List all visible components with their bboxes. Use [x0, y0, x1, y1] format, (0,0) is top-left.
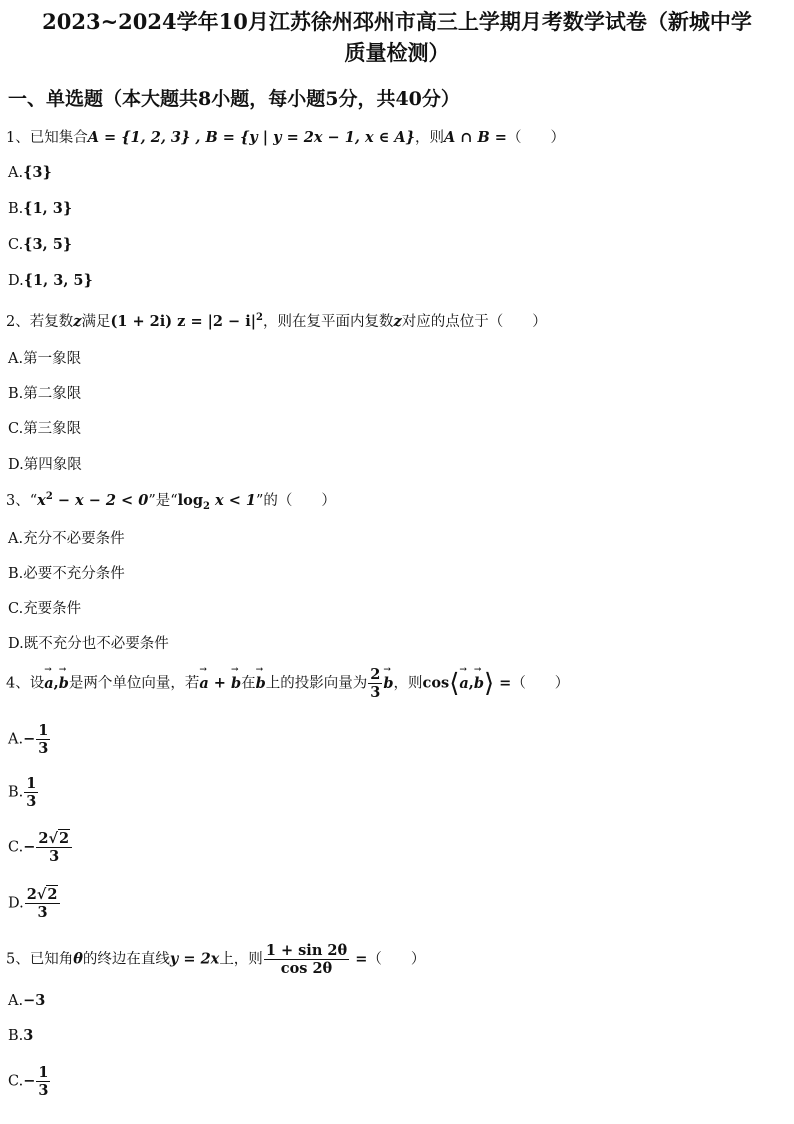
numerator: 1 + sin 2θ	[265, 942, 348, 959]
option-c	[8, 236, 72, 253]
fraction	[24, 775, 38, 810]
math-variable: z	[73, 313, 82, 330]
question-text: 设	[29, 675, 45, 692]
option-label: A.	[8, 351, 24, 367]
vector-b: → b	[383, 675, 393, 692]
math-expression: A = {1, 2, 3} , B = {y | y = 2x − 1, x ∈ A}	[87, 129, 415, 146]
option-label: B.	[8, 386, 24, 402]
option-label: C.	[8, 237, 24, 253]
fraction	[36, 722, 50, 757]
question-text: 上的投影向量为	[265, 675, 368, 692]
question-text: 在	[241, 675, 256, 692]
math-expression: (1 + 2i) z = |2 − i|	[110, 313, 257, 330]
vector-a: → a	[44, 675, 53, 692]
option-label: B.	[8, 566, 24, 582]
title-line-1: 2023~2024学年10月江苏徐州邳州市高三上学期月考数学试卷（新城中学	[42, 9, 752, 34]
vector-b: → b	[59, 675, 69, 692]
equals-sign: =	[350, 950, 368, 968]
numerator: 2√2	[25, 886, 61, 904]
answer-bracket: （ ）	[506, 130, 565, 146]
cos-function: cos	[422, 674, 450, 692]
option-text: {1, 3}	[23, 200, 73, 217]
option-text: −3	[23, 992, 46, 1009]
denominator: cos 2θ	[280, 960, 333, 977]
fraction	[264, 942, 349, 977]
question-text: ，则	[393, 675, 423, 692]
question-text: ，则	[415, 130, 444, 146]
question-text: 上，则	[219, 951, 263, 968]
math-expression: y = 2x	[169, 950, 220, 968]
coefficient: 2	[26, 886, 37, 903]
angle-bracket-left: ⟨	[449, 668, 460, 699]
option-label: D.	[8, 457, 24, 473]
section-heading: 一、单选题（本大题共8小题，每小题5分，共40分）	[8, 88, 460, 110]
vector-a: → a	[459, 675, 468, 692]
denominator: 3	[370, 684, 381, 701]
denominator: 3	[38, 740, 49, 757]
vector-b: → b	[256, 675, 266, 692]
radicand: 2	[58, 830, 70, 847]
angle-bracket-right: ⟩	[483, 668, 495, 699]
option-d	[8, 886, 61, 921]
option-text: 第三象限	[23, 421, 82, 437]
answer-bracket: （ ）	[488, 314, 547, 330]
quote-mark: “	[29, 493, 38, 509]
option-a	[8, 722, 51, 757]
math-expression: A ∩ B =	[444, 129, 507, 146]
option-label: C.	[8, 839, 24, 856]
option-label: A.	[8, 731, 24, 748]
option-c	[8, 830, 73, 865]
option-a	[8, 347, 81, 368]
fraction	[368, 666, 382, 701]
numerator: 1	[38, 722, 49, 739]
coefficient: 2	[38, 830, 49, 847]
option-text: 充分不必要条件	[23, 531, 125, 547]
option-label: B.	[8, 1028, 24, 1044]
option-c	[8, 417, 81, 438]
option-b	[8, 200, 72, 217]
log-function: log	[177, 492, 203, 509]
numerator: 1	[26, 775, 37, 792]
option-text: 充要条件	[23, 601, 82, 617]
math-variable: θ	[73, 950, 83, 968]
sign: −	[23, 838, 36, 856]
question-text: 已知集合	[29, 130, 88, 146]
math-expression: x < 1	[209, 492, 256, 509]
option-d	[8, 632, 169, 653]
option-text: 第一象限	[23, 351, 82, 367]
fraction	[36, 830, 72, 865]
option-a	[8, 992, 45, 1009]
option-text: {3}	[23, 164, 52, 181]
option-d	[8, 453, 82, 474]
option-text: {1, 3, 5}	[23, 272, 93, 289]
option-label: A.	[8, 993, 24, 1009]
answer-bracket: （ ）	[511, 675, 570, 692]
option-text: 必要不充分条件	[23, 566, 125, 582]
question-number: 5、	[6, 951, 30, 968]
option-label: D.	[8, 636, 24, 652]
question-number: 4、	[6, 675, 30, 692]
option-label: D.	[8, 273, 24, 289]
option-text: 第二象限	[23, 386, 82, 402]
question-text: 若复数	[29, 314, 74, 330]
denominator: 3	[49, 848, 60, 865]
answer-bracket: （ ）	[277, 493, 336, 509]
option-b	[8, 1027, 33, 1044]
plus-sign: +	[208, 674, 231, 692]
denominator: 3	[38, 1082, 49, 1099]
math-exponent: 2	[256, 312, 264, 324]
math-expression: − x − 2 < 0	[52, 492, 149, 509]
question-number: 3、	[6, 493, 30, 509]
option-label: C.	[8, 1073, 24, 1090]
denominator: 3	[37, 904, 48, 921]
question-text: ，则在复平面内复数	[263, 314, 394, 330]
numerator: 1	[38, 1064, 49, 1081]
option-label: B.	[8, 201, 24, 217]
denominator: 3	[26, 793, 37, 810]
equals-sign: =	[494, 674, 512, 692]
option-c	[8, 1064, 51, 1099]
question-3	[6, 489, 336, 512]
sign: −	[23, 1072, 36, 1090]
option-c	[8, 597, 81, 618]
vector-b: → b	[474, 675, 484, 692]
log-base: 2	[203, 500, 210, 512]
option-label: A.	[8, 165, 24, 181]
fraction	[25, 886, 61, 921]
option-d	[8, 272, 93, 289]
option-text: 既不充分也不必要条件	[23, 636, 169, 652]
question-2	[6, 310, 547, 331]
fraction	[36, 1064, 50, 1099]
option-b	[8, 562, 125, 583]
math-exponent: 2	[45, 491, 53, 503]
question-4	[6, 666, 569, 701]
question-text: 是两个单位向量，若	[68, 675, 200, 692]
option-text: 3	[23, 1027, 34, 1044]
option-label: D.	[8, 895, 24, 912]
vector-a: → a	[199, 675, 208, 692]
answer-bracket: （ ）	[367, 951, 426, 968]
question-number: 2、	[6, 314, 30, 330]
question-5	[6, 942, 425, 977]
radicand: 2	[47, 886, 58, 903]
question-text: ”是“	[148, 493, 178, 509]
question-1	[6, 126, 565, 147]
page-title	[8, 6, 786, 68]
math-variable: x	[37, 492, 46, 509]
question-number: 1、	[6, 130, 30, 146]
math-variable: z	[393, 313, 402, 330]
question-text: 满足	[81, 314, 111, 330]
question-text: 已知角	[29, 951, 74, 968]
option-text: 第四象限	[23, 457, 82, 473]
numerator: 2	[370, 666, 381, 683]
title-line-2: 质量检测）	[344, 40, 450, 65]
option-b	[8, 382, 81, 403]
question-text: 的终边在直线	[82, 951, 170, 968]
comma: ,	[468, 674, 474, 692]
question-text: ”的	[256, 493, 278, 509]
option-text: {3, 5}	[23, 236, 73, 253]
option-a	[8, 527, 125, 548]
vector-b: → b	[231, 675, 241, 692]
option-b	[8, 775, 39, 810]
sign: −	[23, 730, 36, 748]
option-label: C.	[8, 421, 24, 437]
comma: ,	[53, 674, 59, 692]
option-label: B.	[8, 784, 24, 801]
question-text: 对应的点位于	[401, 314, 489, 330]
numerator: 2√2	[36, 830, 72, 848]
option-label: A.	[8, 531, 24, 547]
option-label: C.	[8, 601, 24, 617]
option-a	[8, 164, 52, 181]
